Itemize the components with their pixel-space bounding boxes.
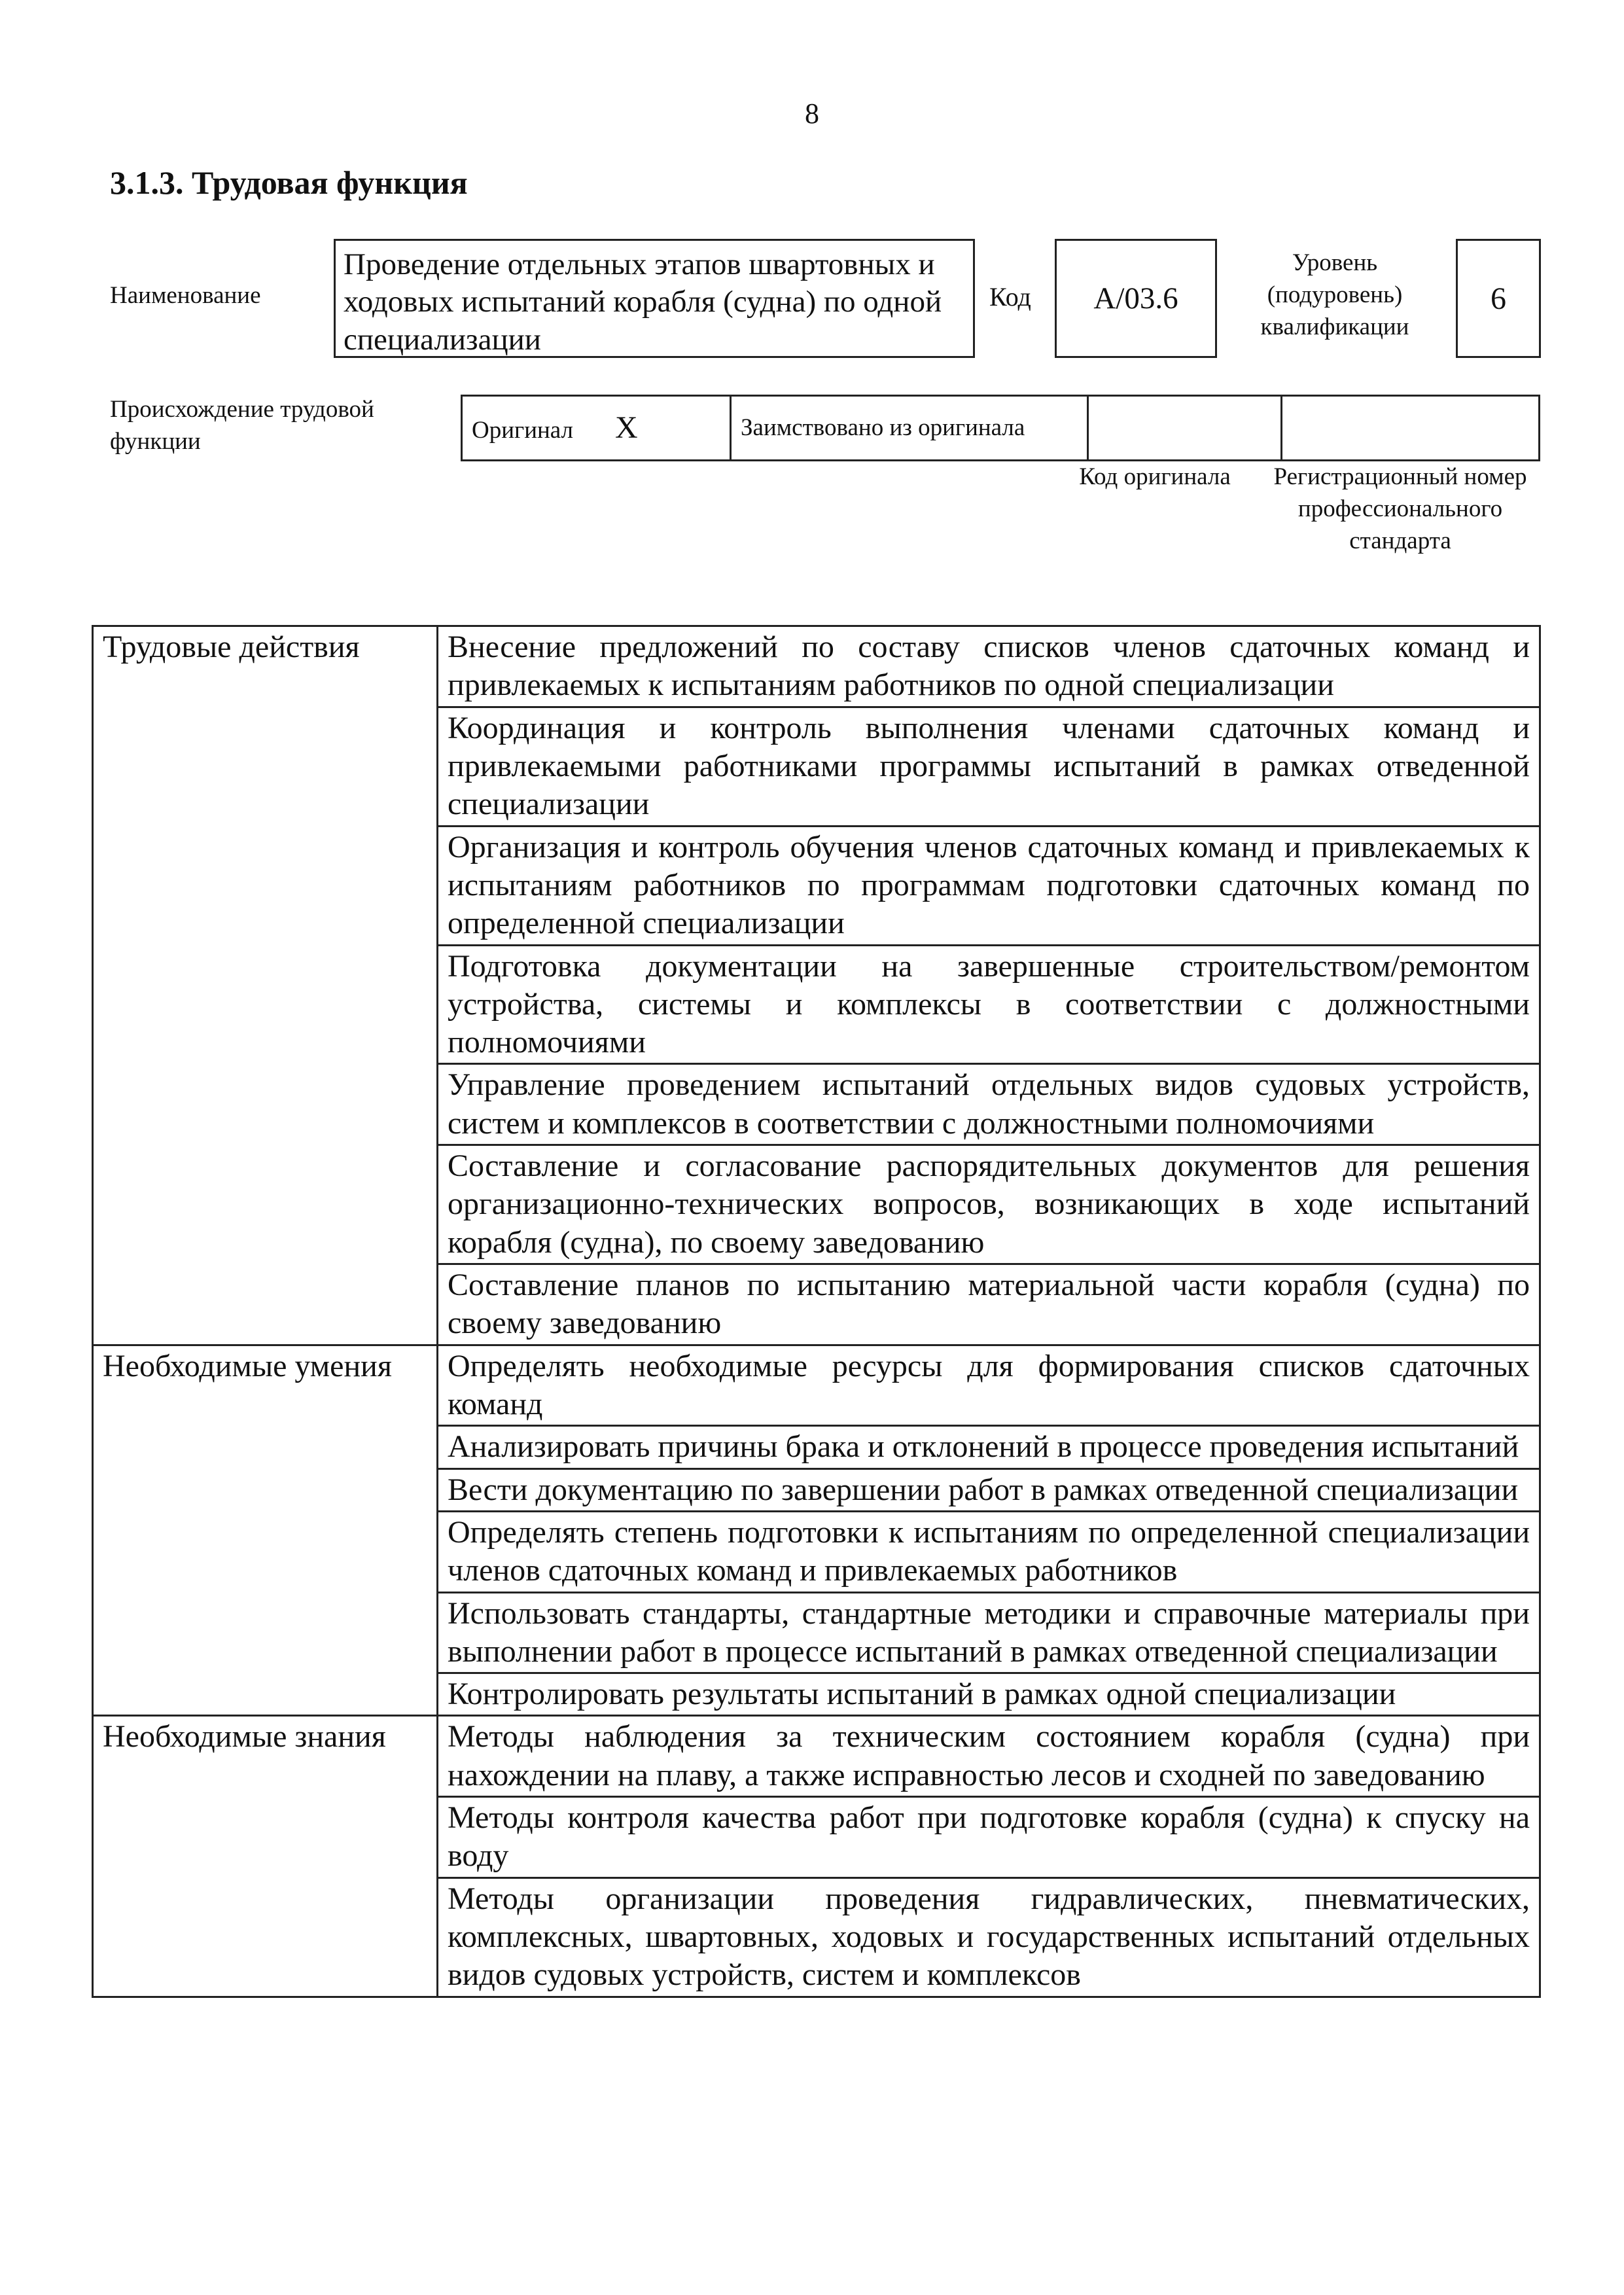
function-code-field: А/03.6 [1055, 239, 1217, 358]
section-item: Контролировать результаты испытаний в рамках одной специализации [438, 1673, 1540, 1716]
qualification-level-field: 6 [1456, 239, 1541, 358]
origin-table [461, 395, 1540, 461]
section-item: Подготовка документации на завершенные строительством/ремонтом устройства, системы и комплексы в соответствии с должностными полномочиями [438, 945, 1540, 1064]
section-heading: Необходимые умения [93, 1345, 438, 1716]
section-item: Анализировать причины брака и отклонений в процессе проведения испытаний [438, 1426, 1540, 1468]
original-code-caption: Код оригинала [1079, 463, 1231, 490]
table-row [93, 1716, 1540, 1797]
original-mark: X [615, 410, 638, 445]
section-item: Методы организации проведения гидравлических, пневматических, комплексных, швартовных, ходовых и государственных испытаний отдельных видов судовых устройств, систем и комплексов [438, 1877, 1540, 1997]
function-name-field: Проведение отдельных этапов швартовных и ходовых испытаний корабля (судна) по одной специализации [334, 239, 975, 358]
section-item: Определять необходимые ресурсы для формирования списков сдаточных команд [438, 1345, 1540, 1426]
registration-number-cell [1282, 396, 1540, 461]
original-cell [462, 396, 731, 461]
section-heading: Необходимые знания [93, 1716, 438, 1997]
section-title: 3.1.3. Трудовая функция [110, 164, 468, 201]
registration-number-caption: Регистрационный номер профессионального стандарта [1273, 463, 1527, 554]
code-label: Код [989, 282, 1031, 311]
borrowed-label: Заимствовано из оригинала [731, 396, 1088, 461]
function-details-table [92, 625, 1541, 1998]
origin-label: Происхождение трудовой функции [110, 396, 374, 455]
section-item: Координация и контроль выполнения членами сдаточных команд и привлекаемыми работниками программы испытаний в рамках отведенной специализации [438, 707, 1540, 826]
original-label: Оригинал [472, 416, 574, 444]
section-item: Определять степень подготовки к испытаниям по определенной специализации членов сдаточных команд и привлекаемых работников [438, 1511, 1540, 1592]
section-item: Использовать стандарты, стандартные методики и справочные материалы при выполнении работ в процессе испытаний в рамках отведенной специализации [438, 1592, 1540, 1673]
section-item: Методы наблюдения за техническим состоянием корабля (судна) при нахождении на плаву, а также исправностью лесов и сходней по заведованию [438, 1716, 1540, 1797]
name-label: Наименование [110, 282, 261, 309]
section-item: Управление проведением испытаний отдельных видов судовых устройств, систем и комплексов в соответствии с должностными полномочиями [438, 1064, 1540, 1145]
section-item: Организация и контроль обучения членов сдаточных команд и привлекаемых к испытаниям работников по программам подготовки сдаточных команд по определенной специализации [438, 826, 1540, 945]
table-row [93, 1345, 1540, 1426]
section-item: Составление и согласование распорядительных документов для решения организационно-технических вопросов, возникающих в ходе испытаний корабля (судна), по своему заведованию [438, 1145, 1540, 1264]
section-heading: Трудовые действия [93, 626, 438, 1345]
section-item: Внесение предложений по составу списков членов сдаточных команд и привлекаемых к испытаниям работников по одной специализации [438, 626, 1540, 707]
page-number: 8 [805, 98, 819, 130]
original-code-cell [1088, 396, 1282, 461]
table-row [93, 626, 1540, 707]
level-label: Уровень (подуровень) квалификации [1260, 249, 1409, 340]
section-item: Составление планов по испытанию материальной части корабля (судна) по своему заведованию [438, 1264, 1540, 1345]
section-item: Методы контроля качества работ при подготовке корабля (судна) к спуску на воду [438, 1797, 1540, 1878]
section-item: Вести документацию по завершении работ в рамках отведенной специализации [438, 1468, 1540, 1511]
